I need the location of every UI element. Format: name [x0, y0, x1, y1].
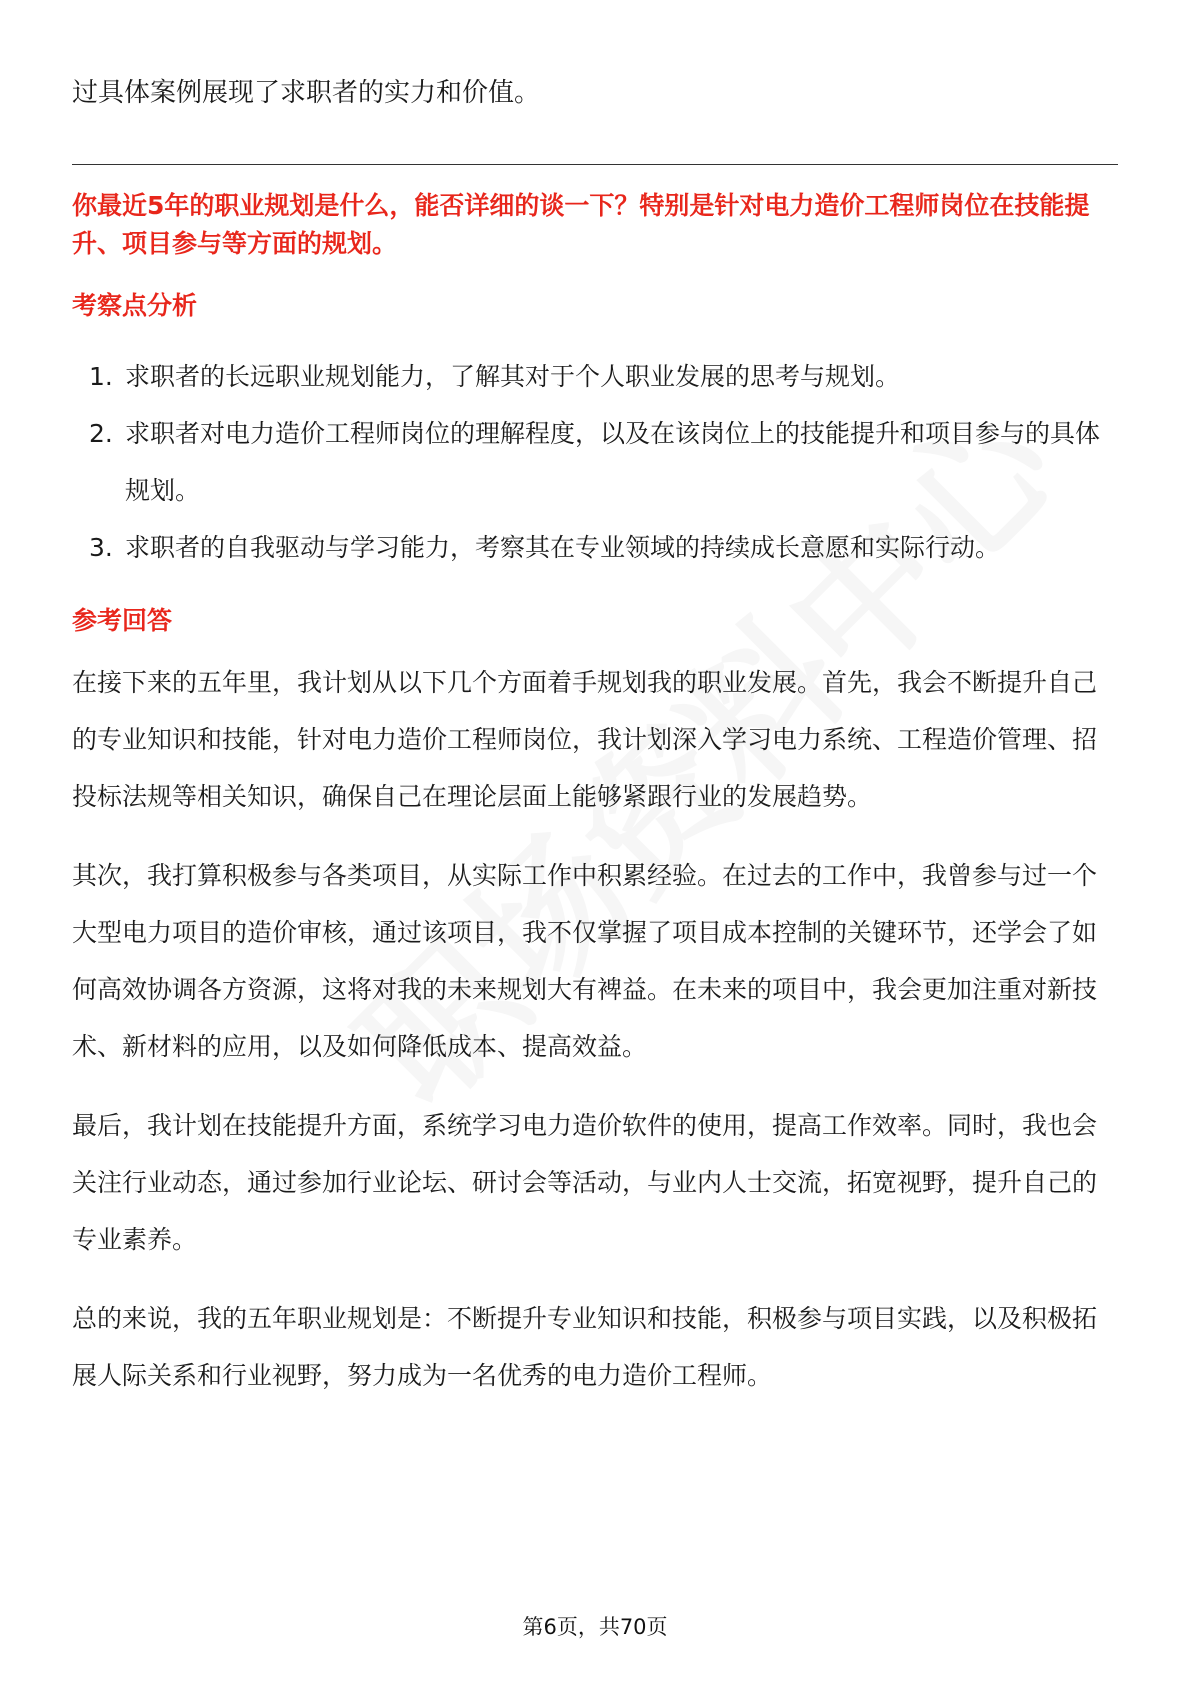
intro-text: 过具体案例展现了求职者的实力和价值。: [72, 78, 541, 108]
analysis-title: 考察点分析: [72, 291, 198, 320]
answer-paragraph: 其次，我打算积极参与各类项目，从实际工作中积累经验。在过去的工作中，我曾参与过一个大型电力项目的造价审核，通过该项目，我不仅掌握了项目成本控制的关键环节，还学会了如何高效协调各方资源，这将对我的未来规划大有裨益。在未来的项目中，我会更加注重对新技术、新材料的应用，以及如何降低成本、提高效益。: [72, 861, 1098, 1061]
answer-paragraph: 总的来说，我的五年职业规划是：不断提升专业知识和技能，积极参与项目实践，以及积极拓展人际关系和行业视野，努力成为一名优秀的电力造价工程师。: [72, 1304, 1098, 1390]
point-number: 1.: [89, 362, 113, 391]
page-content: [72, 64, 1118, 1404]
section-divider: [72, 164, 1118, 165]
question-heading: 你最近5年的职业规划是什么，能否详细的谈一下？特别是针对电力造价工程师岗位在技能提升、项目参与等方面的规划。: [72, 191, 1090, 258]
point-text: 求职者对电力造价工程师岗位的理解程度，以及在该岗位上的技能提升和项目参与的具体规划。: [125, 419, 1101, 505]
analysis-point: [72, 348, 1118, 405]
analysis-point: [72, 519, 1118, 576]
point-number: 3.: [89, 533, 113, 562]
answer-paragraph: 最后，我计划在技能提升方面，系统学习电力造价软件的使用，提高工作效率。同时，我也会关注行业动态，通过参加行业论坛、研讨会等活动，与业内人士交流，拓宽视野，提升自己的专业素养。: [72, 1111, 1098, 1254]
point-text: 求职者的自我驱动与学习能力，考察其在专业领域的持续成长意愿和实际行动。: [125, 533, 1001, 562]
page-number: 第6页，共70页: [522, 1615, 668, 1639]
answer-title: 参考回答: [72, 606, 173, 635]
analysis-list: [72, 348, 1118, 576]
analysis-point: [72, 405, 1118, 519]
point-text: 求职者的长远职业规划能力，了解其对于个人职业发展的思考与规划。: [125, 362, 901, 391]
point-number: 2.: [89, 419, 113, 448]
answer-paragraph: 在接下来的五年里，我计划从以下几个方面着手规划我的职业发展。首先，我会不断提升自己的专业知识和技能，针对电力造价工程师岗位，我计划深入学习电力系统、工程造价管理、招投标法规等相关知识，确保自己在理论层面上能够紧跟行业的发展趋势。: [72, 668, 1098, 811]
